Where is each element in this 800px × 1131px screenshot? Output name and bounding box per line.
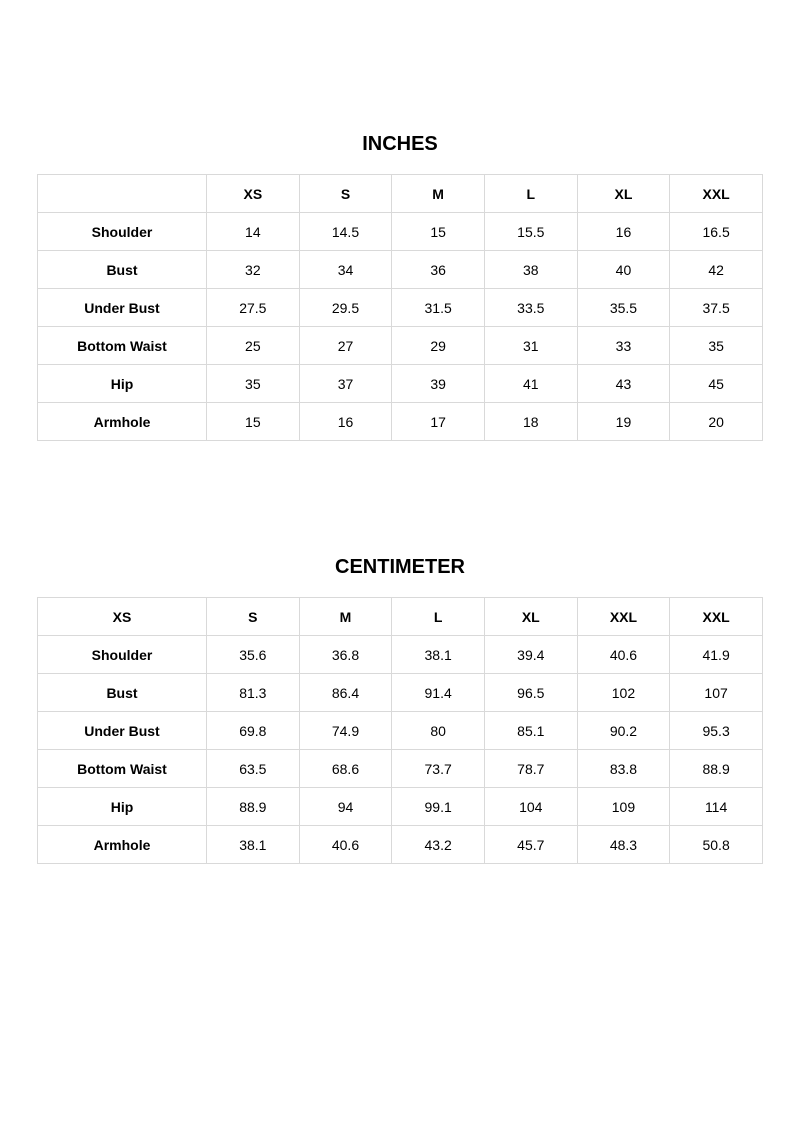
header-cell: L — [392, 598, 485, 636]
table-cell: 74.9 — [299, 712, 392, 750]
table-cell: 80 — [392, 712, 485, 750]
table-cell: 81.3 — [207, 674, 300, 712]
row-label: Bottom Waist — [38, 750, 207, 788]
table-cell: 95.3 — [670, 712, 763, 750]
table-cell: 68.6 — [299, 750, 392, 788]
header-cell: XXL — [577, 598, 670, 636]
table-row — [38, 712, 763, 750]
table-row — [38, 674, 763, 712]
table-cell: 32 — [207, 251, 300, 289]
table-cell: 85.1 — [484, 712, 577, 750]
table-cell: 18 — [484, 403, 577, 441]
table-row — [38, 251, 763, 289]
table-cell: 27.5 — [207, 289, 300, 327]
table-header-row — [38, 175, 763, 213]
table-cell: 15 — [207, 403, 300, 441]
header-cell: XS — [38, 598, 207, 636]
row-label: Hip — [38, 788, 207, 826]
table-cell: 43 — [577, 365, 670, 403]
table-cell: 29.5 — [299, 289, 392, 327]
table-cell: 15 — [392, 213, 485, 251]
header-cell: XL — [577, 175, 670, 213]
table-cell: 35 — [670, 327, 763, 365]
centimeter-title: CENTIMETER — [335, 556, 465, 578]
table-cell: 40.6 — [299, 826, 392, 864]
table-cell: 45.7 — [484, 826, 577, 864]
header-cell: XXL — [670, 175, 763, 213]
table-cell: 109 — [577, 788, 670, 826]
row-label: Hip — [38, 365, 207, 403]
table-cell: 16 — [577, 213, 670, 251]
table-cell: 37 — [299, 365, 392, 403]
table-cell: 88.9 — [670, 750, 763, 788]
table-cell: 20 — [670, 403, 763, 441]
row-label: Bottom Waist — [38, 327, 207, 365]
table-cell: 114 — [670, 788, 763, 826]
header-cell: XXL — [670, 598, 763, 636]
table-cell: 36 — [392, 251, 485, 289]
table-cell: 90.2 — [577, 712, 670, 750]
table-cell: 34 — [299, 251, 392, 289]
row-label: Under Bust — [38, 289, 207, 327]
table-cell: 27 — [299, 327, 392, 365]
table-cell: 16.5 — [670, 213, 763, 251]
table-cell: 41.9 — [670, 636, 763, 674]
table-cell: 42 — [670, 251, 763, 289]
row-label: Bust — [38, 674, 207, 712]
table-cell: 35.6 — [207, 636, 300, 674]
header-cell: S — [207, 598, 300, 636]
table-cell: 40.6 — [577, 636, 670, 674]
row-label: Under Bust — [38, 712, 207, 750]
table-row — [38, 403, 763, 441]
table-cell: 31 — [484, 327, 577, 365]
header-cell: S — [299, 175, 392, 213]
header-cell — [38, 175, 207, 213]
table-row — [38, 365, 763, 403]
table-cell: 88.9 — [207, 788, 300, 826]
row-label: Armhole — [38, 826, 207, 864]
table-cell: 48.3 — [577, 826, 670, 864]
table-cell: 83.8 — [577, 750, 670, 788]
table-cell: 29 — [392, 327, 485, 365]
table-cell: 40 — [577, 251, 670, 289]
table-cell: 36.8 — [299, 636, 392, 674]
table-cell: 35.5 — [577, 289, 670, 327]
table-cell: 25 — [207, 327, 300, 365]
table-cell: 94 — [299, 788, 392, 826]
table-cell: 17 — [392, 403, 485, 441]
table-cell: 96.5 — [484, 674, 577, 712]
table-cell: 63.5 — [207, 750, 300, 788]
table-cell: 86.4 — [299, 674, 392, 712]
header-cell: M — [299, 598, 392, 636]
header-cell: XS — [207, 175, 300, 213]
table-cell: 50.8 — [670, 826, 763, 864]
row-label: Shoulder — [38, 636, 207, 674]
table-row — [38, 826, 763, 864]
centimeter-size-table — [37, 597, 763, 864]
table-cell: 78.7 — [484, 750, 577, 788]
table-cell: 33 — [577, 327, 670, 365]
table-cell: 104 — [484, 788, 577, 826]
table-cell: 73.7 — [392, 750, 485, 788]
table-cell: 15.5 — [484, 213, 577, 251]
table-cell: 38.1 — [207, 826, 300, 864]
table-cell: 14 — [207, 213, 300, 251]
row-label: Bust — [38, 251, 207, 289]
inches-size-table — [37, 174, 763, 441]
header-cell: M — [392, 175, 485, 213]
table-row — [38, 327, 763, 365]
table-cell: 33.5 — [484, 289, 577, 327]
inches-title: INCHES — [362, 133, 438, 155]
table-cell: 102 — [577, 674, 670, 712]
table-cell: 41 — [484, 365, 577, 403]
table-cell: 39.4 — [484, 636, 577, 674]
table-cell: 19 — [577, 403, 670, 441]
table-cell: 38 — [484, 251, 577, 289]
table-cell: 91.4 — [392, 674, 485, 712]
table-row — [38, 289, 763, 327]
table-header-row — [38, 598, 763, 636]
header-cell: L — [484, 175, 577, 213]
table-row — [38, 750, 763, 788]
row-label: Armhole — [38, 403, 207, 441]
table-row — [38, 636, 763, 674]
table-cell: 43.2 — [392, 826, 485, 864]
table-cell: 14.5 — [299, 213, 392, 251]
table-row — [38, 788, 763, 826]
header-cell: XL — [484, 598, 577, 636]
table-cell: 99.1 — [392, 788, 485, 826]
table-cell: 69.8 — [207, 712, 300, 750]
table-cell: 39 — [392, 365, 485, 403]
table-cell: 107 — [670, 674, 763, 712]
table-cell: 35 — [207, 365, 300, 403]
table-cell: 31.5 — [392, 289, 485, 327]
table-row — [38, 213, 763, 251]
table-cell: 16 — [299, 403, 392, 441]
table-cell: 45 — [670, 365, 763, 403]
row-label: Shoulder — [38, 213, 207, 251]
table-cell: 38.1 — [392, 636, 485, 674]
table-cell: 37.5 — [670, 289, 763, 327]
